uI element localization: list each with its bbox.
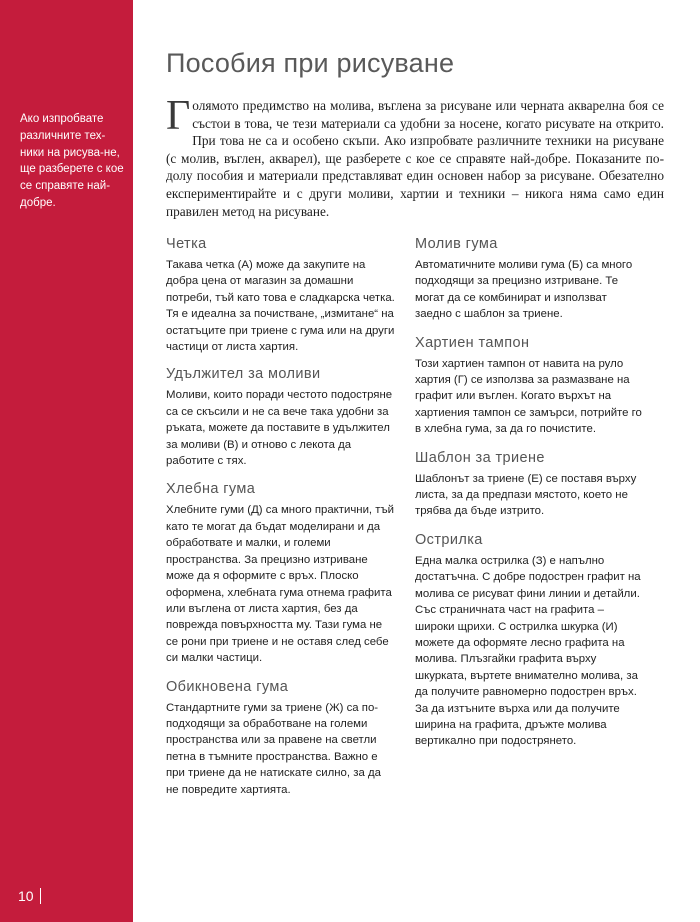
right-column xyxy=(415,236,645,750)
sidebar xyxy=(0,0,133,922)
page-number xyxy=(18,888,41,904)
section-text-standard-eraser: Стандартните гуми за триене (Ж) са по-подходящи за обработване на големи пространства или за правене на светли петна в тъмните пространства. Важно е при триене да не натискате силно, за да не повредите хартията. xyxy=(166,701,381,796)
left-column xyxy=(166,236,396,798)
page-number-text: 10 xyxy=(18,888,34,904)
section-heading-standard-eraser: Обикновена гума xyxy=(166,678,289,695)
section-heading-sharpener: Острилка xyxy=(415,531,483,548)
section-text-paper-stump: Този хартиен тампон от навита на руло хартия (Г) се използва за размазване на графит или въглен. Когато върхът на хартиения тампон се замърси, потрийте го в хлебна гума, за да го почистите. xyxy=(415,357,642,436)
section-text-pencil-extender: Моливи, които поради честото подостряне са се скъсили и не са вече така удобни за ръката, можете да поставите в удължител за моливи (В) и отново с лекота да работите с тях. xyxy=(166,389,393,468)
section-text-eraser-pencil: Автоматичните моливи гума (Б) са много подходящи за прецизно изтриване. Те могат да се комбинират и използват заедно с шаблон за триене. xyxy=(415,259,633,321)
section-heading-brush: Четка xyxy=(166,236,207,252)
section-heading-paper-stump: Хартиен тампон xyxy=(415,334,530,351)
drop-cap: Г xyxy=(166,93,191,139)
section-text-kneaded-eraser: Хлебните гуми (Д) са много практични, тъй като те могат да бъдат моделирани и да обработвате и малки, и големи пространства. За прецизно изтриване може да я оформите с връх. Плоско оформена, хлебната гума отнема графита или въглена от листа хартия, без да поврежда повърхността му. Тази гума не се рони при триене и не оставя след себе си малки частици. xyxy=(166,504,394,665)
section-text-brush: Такава четка (А) може да закупите на добра цена от магазин за домашни потреби, тъй като това е сладкарска четка. Тя е идеална за почистване, „измитане“ на остатъците при триене с гума или на други частици от листа хартия. xyxy=(166,259,395,354)
section-heading-eraser-pencil: Молив гума xyxy=(415,236,498,252)
section-text-sharpener: Една малка острилка (З) е напълно достатъчна. С добре подострен графит на молива се рисуват фини линии и детайли. Със страничната част на графита – широки щрихи. С острилка шкурка (И) можете да оформяте лесно графита на молива. Плъзгайки графита върху шкурката, въртете внимателно молива, за да получите равномерно подострен връх. За да изтъните върха или да получите ширина на графита, дръжте молива вертикално при подострянето. xyxy=(415,554,641,748)
section-heading-pencil-extender: Удължител за моливи xyxy=(166,366,321,383)
page-number-divider xyxy=(40,888,42,904)
section-text-erasing-shield: Шаблонът за триене (Е) се поставя върху листа, за да предпази мястото, което не трябва да бъде изтрито. xyxy=(415,472,637,518)
intro-text: олямото предимство на молива, въглена за рисуване или черната акварелна боя се състои в това, че тези материали са удобни за носене, когато рисувате на открито. При това не са и особено скъпи. Ако изпробвате различните техники на рисуване (с молив, въглен, акварел), ще разберете с кое се справяте най-добре. Показаните по-долу пособия и материали представляват един основен набор за рисуване. Обезателно експериментирайте и с други моливи, хартии и техники – никога няма само един правилен метод на рисуване. xyxy=(166,98,664,219)
page-title: Пособия при рисуване xyxy=(166,48,455,78)
section-heading-kneaded-eraser: Хлебна гума xyxy=(166,481,256,498)
intro-paragraph xyxy=(166,93,664,220)
section-heading-erasing-shield: Шаблон за триене xyxy=(415,449,545,466)
sidebar-note: Ако изпробвате различните тех-ники на рисува-не, ще разберете с кое се справяте най-добре. xyxy=(20,113,124,209)
